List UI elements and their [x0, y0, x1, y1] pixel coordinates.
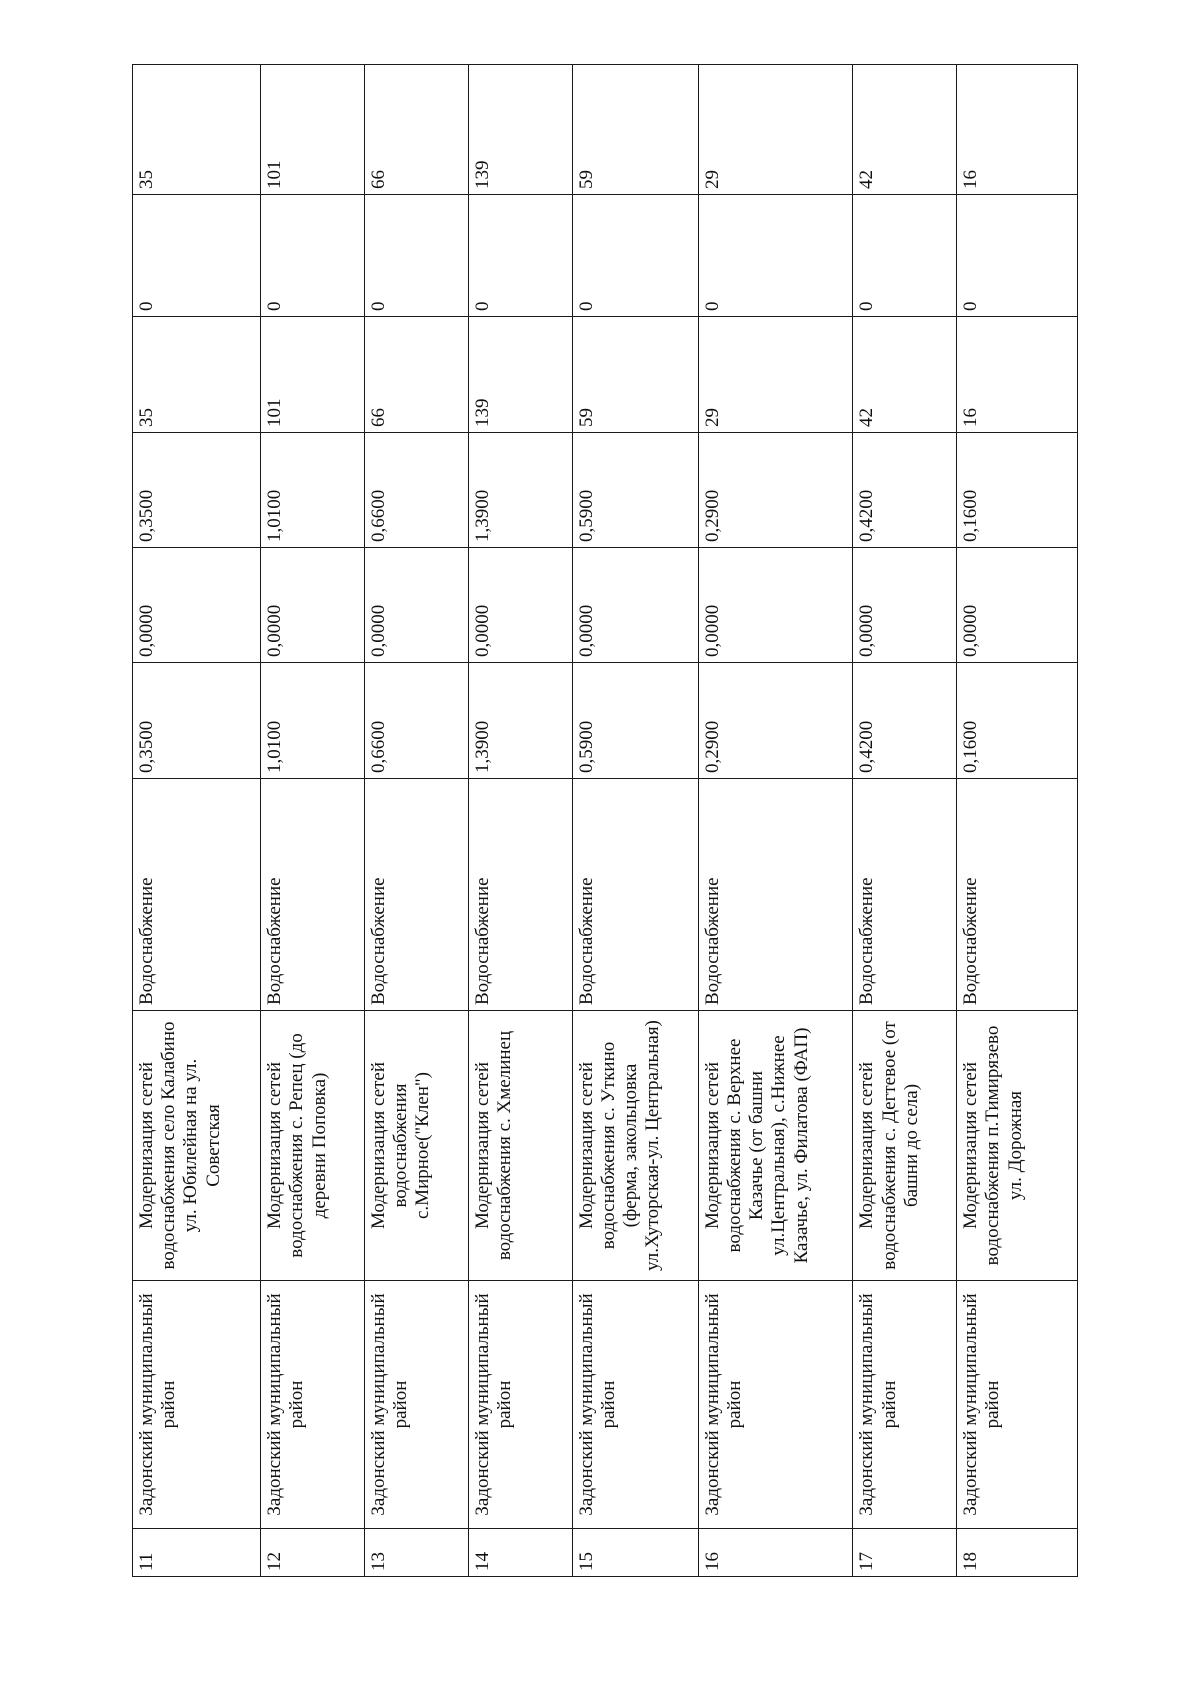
- value-cell-5: 0: [957, 195, 1078, 317]
- value-cell-4: 59: [572, 317, 698, 433]
- table-row: [133, 65, 261, 1577]
- service-type-cell: Водоснабжение: [853, 779, 957, 1011]
- object-name-cell: Модернизация сетей водоснабжения с. Репец (до деревни Поповка): [261, 1011, 365, 1281]
- row-number: 11: [133, 1529, 261, 1577]
- table-row: [698, 65, 853, 1577]
- value-cell-4: 139: [468, 317, 572, 433]
- object-name-cell: Модернизация сетей водоснабжения с. Дегтевое (от башни до села): [853, 1011, 957, 1281]
- value-cell-1: 1,0100: [261, 663, 365, 779]
- value-cell-3: 0,5900: [572, 433, 698, 548]
- value-cell-5: 0: [572, 195, 698, 317]
- projects-table: [132, 64, 1078, 1577]
- value-cell-2: 0,0000: [261, 548, 365, 663]
- value-cell-5: 0: [468, 195, 572, 317]
- table-row: [572, 65, 698, 1577]
- service-type-cell: Водоснабжение: [698, 779, 853, 1011]
- service-type-cell: Водоснабжение: [957, 779, 1078, 1011]
- service-type-cell: Водоснабжение: [468, 779, 572, 1011]
- value-cell-1: 0,6600: [365, 663, 469, 779]
- row-number: 15: [572, 1529, 698, 1577]
- value-cell-6: 35: [133, 65, 261, 195]
- value-cell-1: 0,1600: [957, 663, 1078, 779]
- district-cell: Задонский муниципальный район: [572, 1281, 698, 1529]
- value-cell-6: 16: [957, 65, 1078, 195]
- object-name-cell: Модернизация сетей водоснабжения с.Мирное("Клен"): [365, 1011, 469, 1281]
- value-cell-6: 59: [572, 65, 698, 195]
- value-cell-3: 0,1600: [957, 433, 1078, 548]
- value-cell-3: 0,3500: [133, 433, 261, 548]
- value-cell-6: 101: [261, 65, 365, 195]
- value-cell-5: 0: [853, 195, 957, 317]
- rotated-table-container: [132, 65, 1078, 1577]
- row-number: 12: [261, 1529, 365, 1577]
- row-number: 16: [698, 1529, 853, 1577]
- value-cell-2: 0,0000: [957, 548, 1078, 663]
- value-cell-5: 0: [261, 195, 365, 317]
- service-type-cell: Водоснабжение: [261, 779, 365, 1011]
- table-row: [365, 65, 469, 1577]
- row-number: 18: [957, 1529, 1078, 1577]
- value-cell-1: 0,4200: [853, 663, 957, 779]
- object-name-cell: Модернизация сетей водоснабжения п.Тимирязево ул. Дорожная: [957, 1011, 1078, 1281]
- value-cell-2: 0,0000: [133, 548, 261, 663]
- value-cell-4: 66: [365, 317, 469, 433]
- district-cell: Задонский муниципальный район: [853, 1281, 957, 1529]
- district-cell: Задонский муниципальный район: [261, 1281, 365, 1529]
- object-name-cell: Модернизация сетей водоснабжения село Калабино ул. Юбилейная на ул. Советская: [133, 1011, 261, 1281]
- district-cell: Задонский муниципальный район: [468, 1281, 572, 1529]
- value-cell-2: 0,0000: [365, 548, 469, 663]
- service-type-cell: Водоснабжение: [572, 779, 698, 1011]
- value-cell-2: 0,0000: [853, 548, 957, 663]
- row-number: 13: [365, 1529, 469, 1577]
- district-cell: Задонский муниципальный район: [133, 1281, 261, 1529]
- value-cell-1: 1,3900: [468, 663, 572, 779]
- value-cell-6: 29: [698, 65, 853, 195]
- value-cell-4: 16: [957, 317, 1078, 433]
- row-number: 14: [468, 1529, 572, 1577]
- value-cell-4: 42: [853, 317, 957, 433]
- value-cell-2: 0,0000: [698, 548, 853, 663]
- row-number: 17: [853, 1529, 957, 1577]
- table-row: [853, 65, 957, 1577]
- table-row: [261, 65, 365, 1577]
- value-cell-1: 0,5900: [572, 663, 698, 779]
- value-cell-3: 1,3900: [468, 433, 572, 548]
- value-cell-3: 0,6600: [365, 433, 469, 548]
- value-cell-4: 101: [261, 317, 365, 433]
- value-cell-5: 0: [698, 195, 853, 317]
- value-cell-6: 42: [853, 65, 957, 195]
- object-name-cell: Модернизация сетей водоснабжения с. Верхнее Казачье (от башни ул.Центральная), с.Нижнее Казачье, ул. Филатова (ФАП): [698, 1011, 853, 1281]
- value-cell-5: 0: [365, 195, 469, 317]
- table-row: [468, 65, 572, 1577]
- value-cell-2: 0,0000: [468, 548, 572, 663]
- value-cell-6: 66: [365, 65, 469, 195]
- object-name-cell: Модернизация сетей водоснабжения с. Хмелинец: [468, 1011, 572, 1281]
- service-type-cell: Водоснабжение: [365, 779, 469, 1011]
- value-cell-1: 0,3500: [133, 663, 261, 779]
- value-cell-6: 139: [468, 65, 572, 195]
- value-cell-2: 0,0000: [572, 548, 698, 663]
- district-cell: Задонский муниципальный район: [365, 1281, 469, 1529]
- district-cell: Задонский муниципальный район: [957, 1281, 1078, 1529]
- value-cell-5: 0: [133, 195, 261, 317]
- value-cell-3: 0,4200: [853, 433, 957, 548]
- table-row: [957, 65, 1078, 1577]
- table-body: [133, 65, 1078, 1577]
- value-cell-4: 29: [698, 317, 853, 433]
- district-cell: Задонский муниципальный район: [698, 1281, 853, 1529]
- value-cell-1: 0,2900: [698, 663, 853, 779]
- value-cell-3: 1,0100: [261, 433, 365, 548]
- object-name-cell: Модернизация сетей водоснабжения с. Уткино (ферма, закольцовка ул.Хуторская-ул. Центральная): [572, 1011, 698, 1281]
- value-cell-4: 35: [133, 317, 261, 433]
- value-cell-3: 0,2900: [698, 433, 853, 548]
- service-type-cell: Водоснабжение: [133, 779, 261, 1011]
